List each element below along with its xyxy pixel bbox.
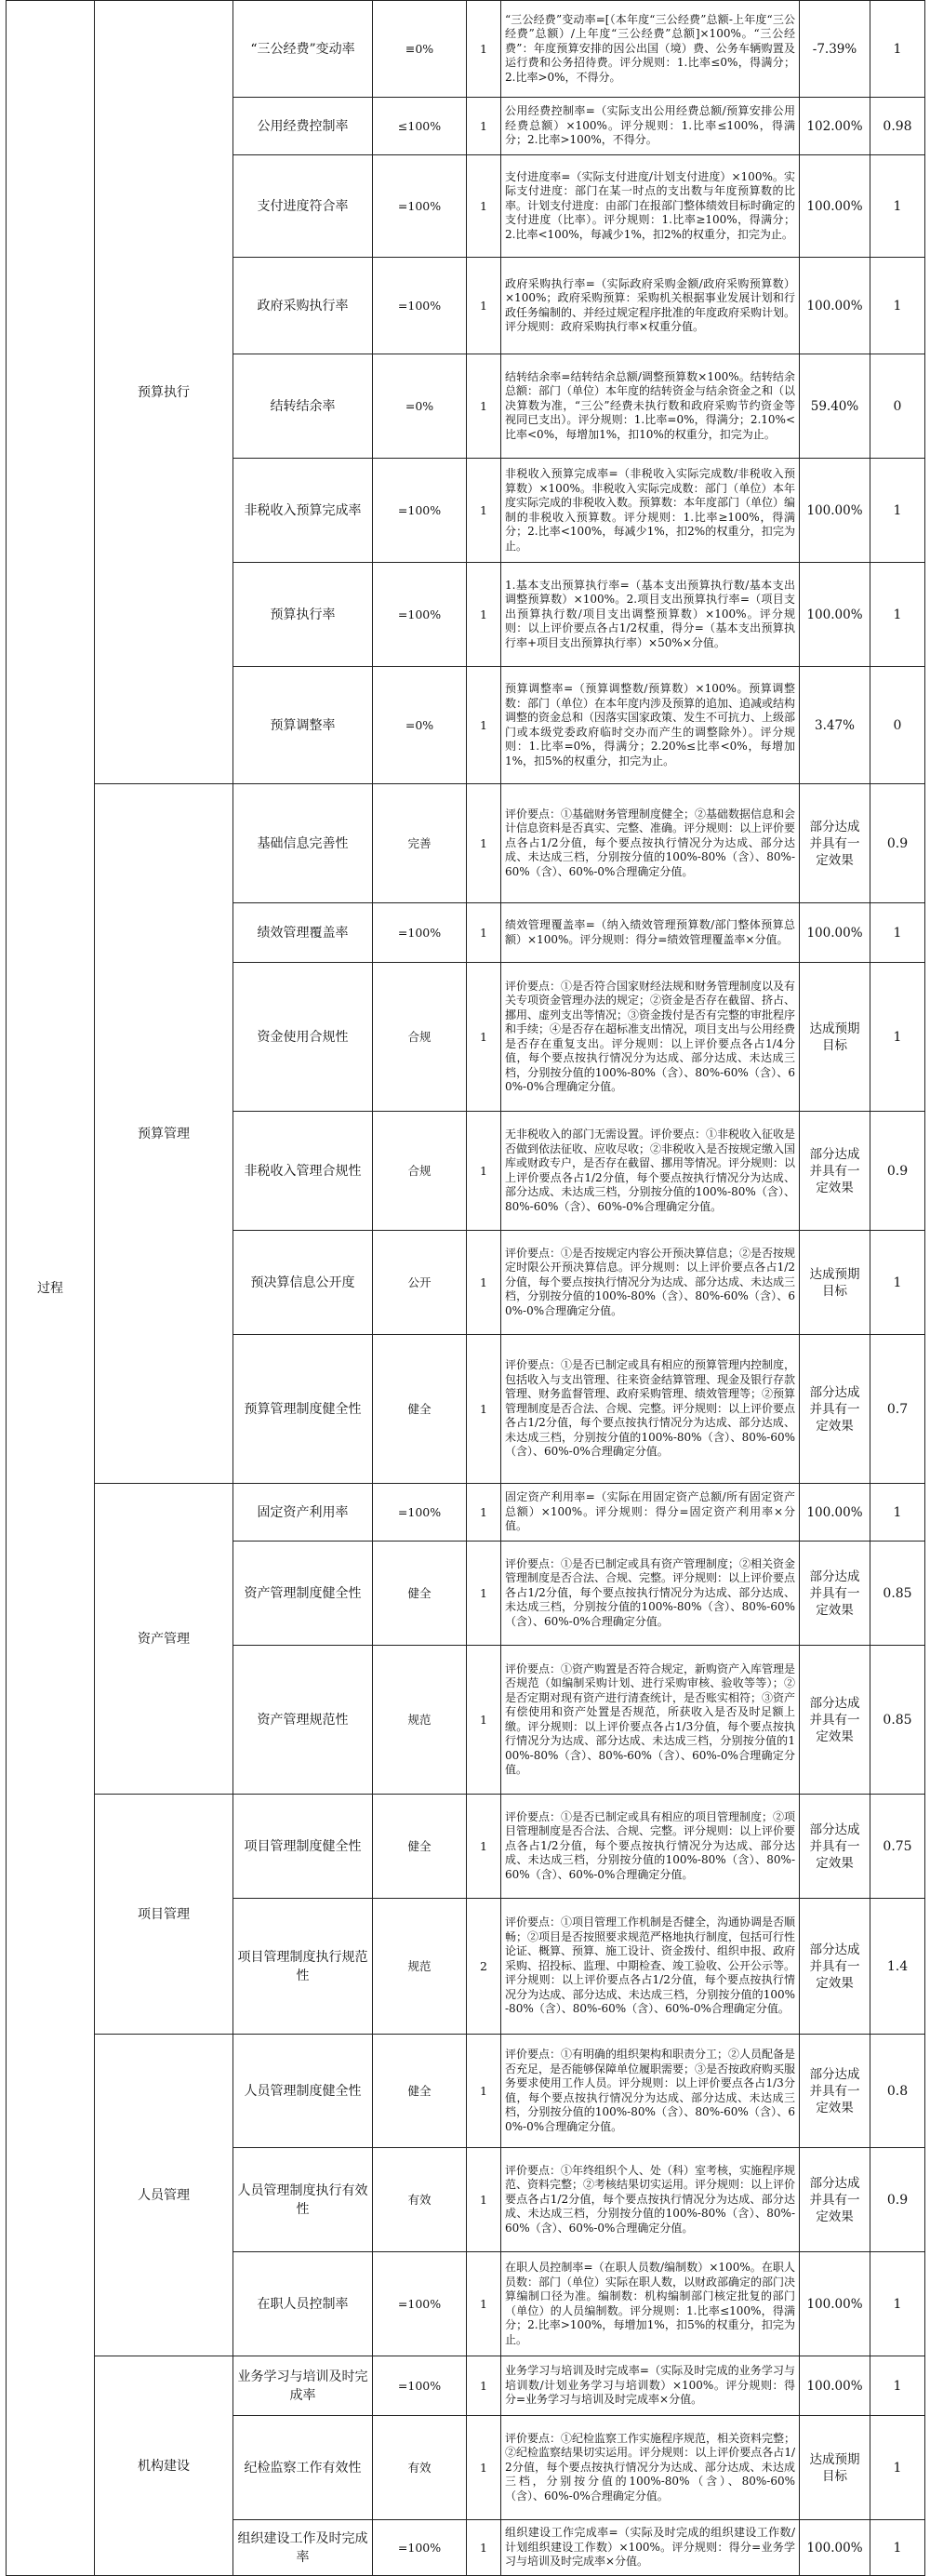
score-cell: 1 (870, 2252, 925, 2356)
score-cell: 0.98 (870, 98, 925, 155)
indicator-cell: 支付进度符合率 (233, 155, 373, 258)
standard-cell: 评价要点：①有明确的组织架构和职责分工；②人员配备是否充足，是否能够保障单位履职需要；③是否按政府购买服务要求使用工作人员。评分规则：以上评价要点各占1/3分值，每个要点按执行情况分为达成、部分达成、未达成三档，分别按分值的100%-80%（含）、80%-60%（含）、60%-0%合理确定分值。 (501, 2035, 800, 2148)
weight-cell: 1 (467, 2356, 501, 2416)
standard-cell: 评价要点：①资产购置是否符合规定，新购资产入库管理是否规范（如编制采购计划、进行采购审核、验收等等）；②是否定期对现有资产进行清查统计，是否账实相符；③资产有偿使用和资产处置是否规范，所获收入是否及时足额上缴。评分规则：以上评价要点各占1/3分值，每个要点按执行情况分为达成、部分达成、未达成三档，分别按分值的100%-80%（含）、80%-60%（含）、60%-0%合理确定分值。 (501, 1646, 800, 1795)
score-cell: 0 (870, 354, 925, 459)
indicator-cell: 非税收入管理合规性 (233, 1112, 373, 1231)
target-cell: =0% (373, 667, 467, 784)
actual-cell: 达成预期目标 (800, 963, 870, 1112)
actual-cell: 100.00% (800, 459, 870, 563)
target-cell: =100% (373, 155, 467, 258)
target-cell: 合规 (373, 1112, 467, 1231)
score-cell: 0.7 (870, 1335, 925, 1484)
score-cell: 1 (870, 2520, 925, 2576)
level1-cell: 过程 (7, 1, 95, 2576)
weight-cell: 1 (467, 1112, 501, 1231)
target-cell: 健全 (373, 1795, 467, 1899)
weight-cell: 1 (467, 155, 501, 258)
target-cell: =100% (373, 1484, 467, 1542)
target-cell: 健全 (373, 2035, 467, 2148)
actual-cell: 100.00% (800, 563, 870, 667)
target-cell: 合规 (373, 963, 467, 1112)
score-cell: 0.9 (870, 784, 925, 903)
score-cell: 1 (870, 563, 925, 667)
weight-cell: 1 (467, 354, 501, 459)
indicator-cell: 人员管理制度健全性 (233, 2035, 373, 2148)
indicator-cell: 公用经费控制率 (233, 98, 373, 155)
actual-cell: 达成预期目标 (800, 2416, 870, 2520)
actual-cell: 部分达成并具有一定效果 (800, 1646, 870, 1795)
target-cell: 规范 (373, 1899, 467, 2035)
score-cell: 0.85 (870, 1542, 925, 1646)
standard-cell: 在职人员控制率=（在职人员数/编制数）×100%。在职人员数：部门（单位）实际在职人数，以财政部确定的部门决算编制口径为准。编制数：机构编制部门核定批复的部门（单位）的人员编制数。评分规则：1.比率≤100%，得满分；2.比率>100%，每增加1%，扣5%的权重分，扣完为止。 (501, 2252, 800, 2356)
actual-cell: 100.00% (800, 258, 870, 354)
indicator-cell: 在职人员控制率 (233, 2252, 373, 2356)
standard-cell: 绩效管理覆盖率=（纳入绩效管理预算数/部门整体预算总额）×100%。评分规则：得分=绩效管理覆盖率×分值。 (501, 903, 800, 963)
standard-cell: 评价要点：①纪检监察工作实施程序规范，相关资料完整；②纪检监察结果切实运用。评分规则：以上评价要点各占1/2分值，每个要点按执行情况分为达成、部分达成、未达成三档，分别按分值的100%-80%（含）、80%-60%（含）、60%-0%合理确定分值。 (501, 2416, 800, 2520)
actual-cell: 部分达成并具有一定效果 (800, 2035, 870, 2148)
indicator-cell: 结转结余率 (233, 354, 373, 459)
score-cell: 0 (870, 667, 925, 784)
target-cell: =100% (373, 459, 467, 563)
weight-cell: 1 (467, 784, 501, 903)
indicator-cell: 预算执行率 (233, 563, 373, 667)
target-cell: =100% (373, 903, 467, 963)
actual-cell: 100.00% (800, 155, 870, 258)
score-cell: 0.9 (870, 1112, 925, 1231)
target-cell: =100% (373, 2520, 467, 2576)
score-cell: 1 (870, 459, 925, 563)
weight-cell: 1 (467, 459, 501, 563)
weight-cell: 1 (467, 1335, 501, 1484)
target-cell: =0% (373, 354, 467, 459)
indicator-cell: 预算管理制度健全性 (233, 1335, 373, 1484)
weight-cell: 1 (467, 1795, 501, 1899)
actual-cell: 部分达成并具有一定效果 (800, 784, 870, 903)
weight-cell: 1 (467, 667, 501, 784)
score-cell: 1 (870, 258, 925, 354)
indicator-cell: 业务学习与培训及时完成率 (233, 2356, 373, 2416)
actual-cell: -7.39% (800, 1, 870, 98)
actual-cell: 100.00% (800, 2356, 870, 2416)
indicator-cell: 政府采购执行率 (233, 258, 373, 354)
actual-cell: 部分达成并具有一定效果 (800, 2148, 870, 2252)
weight-cell: 2 (467, 1899, 501, 2035)
score-cell: 0.75 (870, 1795, 925, 1899)
actual-cell: 达成预期目标 (800, 1231, 870, 1335)
indicator-cell: 项目管理制度执行规范性 (233, 1899, 373, 2035)
table-row (7, 1795, 925, 1899)
score-cell: 0.8 (870, 2035, 925, 2148)
actual-cell: 100.00% (800, 2252, 870, 2356)
indicator-cell: 资产管理规范性 (233, 1646, 373, 1795)
weight-cell: 1 (467, 1542, 501, 1646)
weight-cell: 1 (467, 1, 501, 98)
standard-cell: “三公经费”变动率=[（本年度“三公经费”总额-上年度“三公经费”总额）/上年度“三公经费”总额]×100%。“三公经费”：年度预算安排的因公出国（境）费、公务车辆购置及运行费和公务招待费。评分规则：1.比率≤0%，得满分；2.比率>0%，不得分。 (501, 1, 800, 98)
score-cell: 0.9 (870, 2148, 925, 2252)
weight-cell: 1 (467, 2520, 501, 2576)
weight-cell: 1 (467, 98, 501, 155)
actual-cell: 59.40% (800, 354, 870, 459)
actual-cell: 部分达成并具有一定效果 (800, 1335, 870, 1484)
indicator-cell: 资金使用合规性 (233, 963, 373, 1112)
score-cell: 1 (870, 903, 925, 963)
weight-cell: 1 (467, 1484, 501, 1542)
weight-cell: 1 (467, 2416, 501, 2520)
evaluation-table-body (7, 1, 925, 2576)
standard-cell: 支付进度率=（实际支付进度/计划支付进度）×100%。实际支付进度：部门在某一时点的支出数与年度预算数的比率。计划支付进度：由部门在报部门整体绩效目标时确定的支付进度（比率）。评分规则：1.比率≥100%，得满分；2.比率<100%，每减少1%，扣2%的权重分，扣完为止。 (501, 155, 800, 258)
actual-cell: 部分达成并具有一定效果 (800, 1899, 870, 2035)
standard-cell: 业务学习与培训及时完成率=（实际及时完成的业务学习与培训数/计划业务学习与培训数）×100%。评分规则：得分=业务学习与培训及时完成率×分值。 (501, 2356, 800, 2416)
table-row (7, 2356, 925, 2416)
indicator-cell: 组织建设工作及时完成率 (233, 2520, 373, 2576)
target-cell: 有效 (373, 2148, 467, 2252)
weight-cell: 1 (467, 2252, 501, 2356)
actual-cell: 部分达成并具有一定效果 (800, 1542, 870, 1646)
standard-cell: 组织建设工作完成率=（实际及时完成的组织建设工作数/计划组织建设工作数）×100%。评分规则：得分=业务学习与培训及时完成率×分值。 (501, 2520, 800, 2576)
table-row (7, 2035, 925, 2148)
level2-cell: 项目管理 (95, 1795, 233, 2035)
score-cell: 1.4 (870, 1899, 925, 2035)
standard-cell: 评价要点：①是否已制定或具有相应的项目管理制度；②项目管理制度是否合法、合规、完整。评分规则：以上评价要点各占1/2分值，每个要点按执行情况分为达成、部分达成、未达成三档，分别按分值的100%-80%（含）、80%-60%（含）、60%-0%合理确定分值。 (501, 1795, 800, 1899)
standard-cell: 评价要点：①项目管理工作机制是否健全，沟通协调是否顺畅；②项目是否按照要求规范严格地执行制度，包括可行性论证、概算、预算、施工设计、资金拨付、组织申报、政府采购、招投标、监理、中期检查、竣工验收、公开公示等。评分规则：以上评价要点各占1/2分值，每个要点按执行情况分为达成、部分达成、未达成三档，分别按分值的100%-80%（含）、80%-60%（含）、60%-0%合理确定分值。 (501, 1899, 800, 2035)
actual-cell: 100.00% (800, 1484, 870, 1542)
evaluation-table (6, 0, 925, 2576)
indicator-cell: “三公经费”变动率 (233, 1, 373, 98)
weight-cell: 1 (467, 1646, 501, 1795)
level2-cell: 预算管理 (95, 784, 233, 1484)
target-cell: ≤100% (373, 98, 467, 155)
indicator-cell: 基础信息完善性 (233, 784, 373, 903)
indicator-cell: 绩效管理覆盖率 (233, 903, 373, 963)
level2-cell: 资产管理 (95, 1484, 233, 1795)
weight-cell: 1 (467, 1231, 501, 1335)
score-cell: 1 (870, 1, 925, 98)
level2-cell: 人员管理 (95, 2035, 233, 2356)
actual-cell: 3.47% (800, 667, 870, 784)
standard-cell: 无非税收入的部门无需设置。评价要点：①非税收入征收是否做到依法征收、应收尽收；②非税收入是否按规定缴入国库或财政专户，是否存在截留、挪用等情况。评分规则：以上评价要点各占1/2分值，每个要点按执行情况分为达成、部分达成、未达成三档，分别按分值的100%-80%（含）、80%-60%（含）、60%-0%合理确定分值。 (501, 1112, 800, 1231)
target-cell: 健全 (373, 1335, 467, 1484)
target-cell: 健全 (373, 1542, 467, 1646)
level2-cell: 预算执行 (95, 1, 233, 784)
weight-cell: 1 (467, 2035, 501, 2148)
indicator-cell: 纪检监察工作有效性 (233, 2416, 373, 2520)
standard-cell: 评价要点：①是否已制定或具有相应的预算管理内控制度，包括收入与支出管理、往来资金结算管理、现金及银行存款管理、财务监督管理、政府采购管理、绩效管理等；②预算管理制度是否合法、合规、完整。评分规则：以上评价要点各占1/2分值，每个要点按执行情况分为达成、部分达成、未达成三档，分别按分值的100%-80%（含）、80%-60%（含）、60%-0%合理确定分值。 (501, 1335, 800, 1484)
target-cell: =100% (373, 258, 467, 354)
target-cell: =100% (373, 563, 467, 667)
standard-cell: 评价要点：①年终组织个人、处（科）室考核，实施程序规范、资料完整；②考核结果切实运用。评分规则：以上评价要点各占1/2分值，每个要点按执行情况分为达成、部分达成、未达成三档，分别按分值的100%-80%（含）、80%-60%（含）、60%-0%合理确定分值。 (501, 2148, 800, 2252)
actual-cell: 部分达成并具有一定效果 (800, 1795, 870, 1899)
indicator-cell: 非税收入预算完成率 (233, 459, 373, 563)
score-cell: 1 (870, 963, 925, 1112)
table-row (7, 784, 925, 903)
actual-cell: 100.00% (800, 2520, 870, 2576)
indicator-cell: 预算调整率 (233, 667, 373, 784)
target-cell: 规范 (373, 1646, 467, 1795)
indicator-cell: 预决算信息公开度 (233, 1231, 373, 1335)
target-cell: 完善 (373, 784, 467, 903)
standard-cell: 固定资产利用率=（实际在用固定资产总额/所有固定资产总额）×100%。评分规则：得分=固定资产利用率×分值。 (501, 1484, 800, 1542)
weight-cell: 1 (467, 2148, 501, 2252)
standard-cell: 政府采购执行率=（实际政府采购金额/政府采购预算数）×100%；政府采购预算：采购机关根据事业发展计划和行政任务编制的、并经过规定程序批准的年度政府采购计划。评分规则：政府采购执行率×权重分值。 (501, 258, 800, 354)
standard-cell: 1.基本支出预算执行率=（基本支出预算执行数/基本支出调整预算数）×100%。2.项目支出预算执行率=（项目支出预算执行数/项目支出调整预算数）×100%。评分规则：以上评价要点各占1/2权重，得分=（基本支出预算执行率+项目支出预算执行率）×50%×分值。 (501, 563, 800, 667)
weight-cell: 1 (467, 903, 501, 963)
score-cell: 1 (870, 2356, 925, 2416)
table-row (7, 1, 925, 98)
indicator-cell: 项目管理制度健全性 (233, 1795, 373, 1899)
standard-cell: 结转结余率=结转结余总额/调整预算数×100%。结转结余总额：部门（单位）本年度的结转资金与结余资金之和（以决算数为准，“三公”经费未执行数和政府采购节约资金等视同已支出）。评分规则：1.比率=0%，得满分；2.10%<比率<0%，每增加1%，扣10%的权重分，扣完为止。 (501, 354, 800, 459)
score-cell: 1 (870, 1484, 925, 1542)
weight-cell: 1 (467, 258, 501, 354)
target-cell: 有效 (373, 2416, 467, 2520)
actual-cell: 部分达成并具有一定效果 (800, 1112, 870, 1231)
standard-cell: 评价要点：①是否按规定内容公开预决算信息；②是否按规定时限公开预决算信息。评分规则：以上评价要点各占1/2分值，每个要点按执行情况分为达成、部分达成、未达成三档，分别按分值的100%-80%（含）、80%-60%（含）、60%-0%合理确定分值。 (501, 1231, 800, 1335)
actual-cell: 100.00% (800, 903, 870, 963)
standard-cell: 非税收入预算完成率=（非税收入实际完成数/非税收入预算数）×100%。非税收入实际完成数：部门（单位）本年度实际完成的非税收入数。预算数：本年度部门（单位）编制的非税收入预算数。评分规则：1.比率≥100%，得满分；2.比率<100%，每减少1%，扣2%的权重分，扣完为止。 (501, 459, 800, 563)
standard-cell: 评价要点：①是否已制定或具有资产管理制度；②相关资金管理制度是否合法、合规、完整。评分规则：以上评价要点各占1/2分值，每个要点按执行情况分为达成、部分达成、未达成三档，分别按分值的100%-80%（含）、80%-60%（含）、60%-0%合理确定分值。 (501, 1542, 800, 1646)
weight-cell: 1 (467, 963, 501, 1112)
target-cell: =100% (373, 2356, 467, 2416)
level2-cell: 机构建设 (95, 2356, 233, 2576)
target-cell: =100% (373, 2252, 467, 2356)
target-cell: ≡0% (373, 1, 467, 98)
score-cell: 1 (870, 2416, 925, 2520)
score-cell: 0.85 (870, 1646, 925, 1795)
standard-cell: 公用经费控制率=（实际支出公用经费总额/预算安排公用经费总额）×100%。评分规则：1.比率≤100%，得满分；2.比率>100%，不得分。 (501, 98, 800, 155)
standard-cell: 评价要点：①是否符合国家财经法规和财务管理制度以及有关专项资金管理办法的规定；②资金是否存在截留、挤占、挪用、虚列支出等情况；③资金拨付是否有完整的审批程序和手续；④是否存在超标准支出情况，项目支出与公用经费是否存在重复支出。评分规则：以上评价要点各占1/4分值，每个要点按执行情况分为达成、部分达成、未达成三档，分别按分值的100%-80%（含）、80%-60%（含）、60%-0%合理确定分值。 (501, 963, 800, 1112)
indicator-cell: 资产管理制度健全性 (233, 1542, 373, 1646)
score-cell: 1 (870, 155, 925, 258)
score-cell: 1 (870, 1231, 925, 1335)
table-row (7, 1484, 925, 1542)
weight-cell: 1 (467, 563, 501, 667)
target-cell: 公开 (373, 1231, 467, 1335)
indicator-cell: 固定资产利用率 (233, 1484, 373, 1542)
actual-cell: 102.00% (800, 98, 870, 155)
standard-cell: 评价要点：①基础财务管理制度健全；②基础数据信息和会计信息资料是否真实、完整、准确。评分规则：以上评价要点各占1/2分值，每个要点按执行情况分为达成、部分达成、未达成三档，分别按分值的100%-80%（含）、80%-60%（含）、60%-0%合理确定分值。 (501, 784, 800, 903)
standard-cell: 预算调整率=（预算调整数/预算数）×100%。预算调整数：部门（单位）在本年度内涉及预算的追加、追减或结构调整的资金总和（因落实国家政策、发生不可抗力、上级部门或本级党委政府临时交办而产生的调整除外）。评分规则：1.比率=0%，得满分；2.20%≤比率<0%，每增加1%，扣5%的权重分，扣完为止。 (501, 667, 800, 784)
indicator-cell: 人员管理制度执行有效性 (233, 2148, 373, 2252)
